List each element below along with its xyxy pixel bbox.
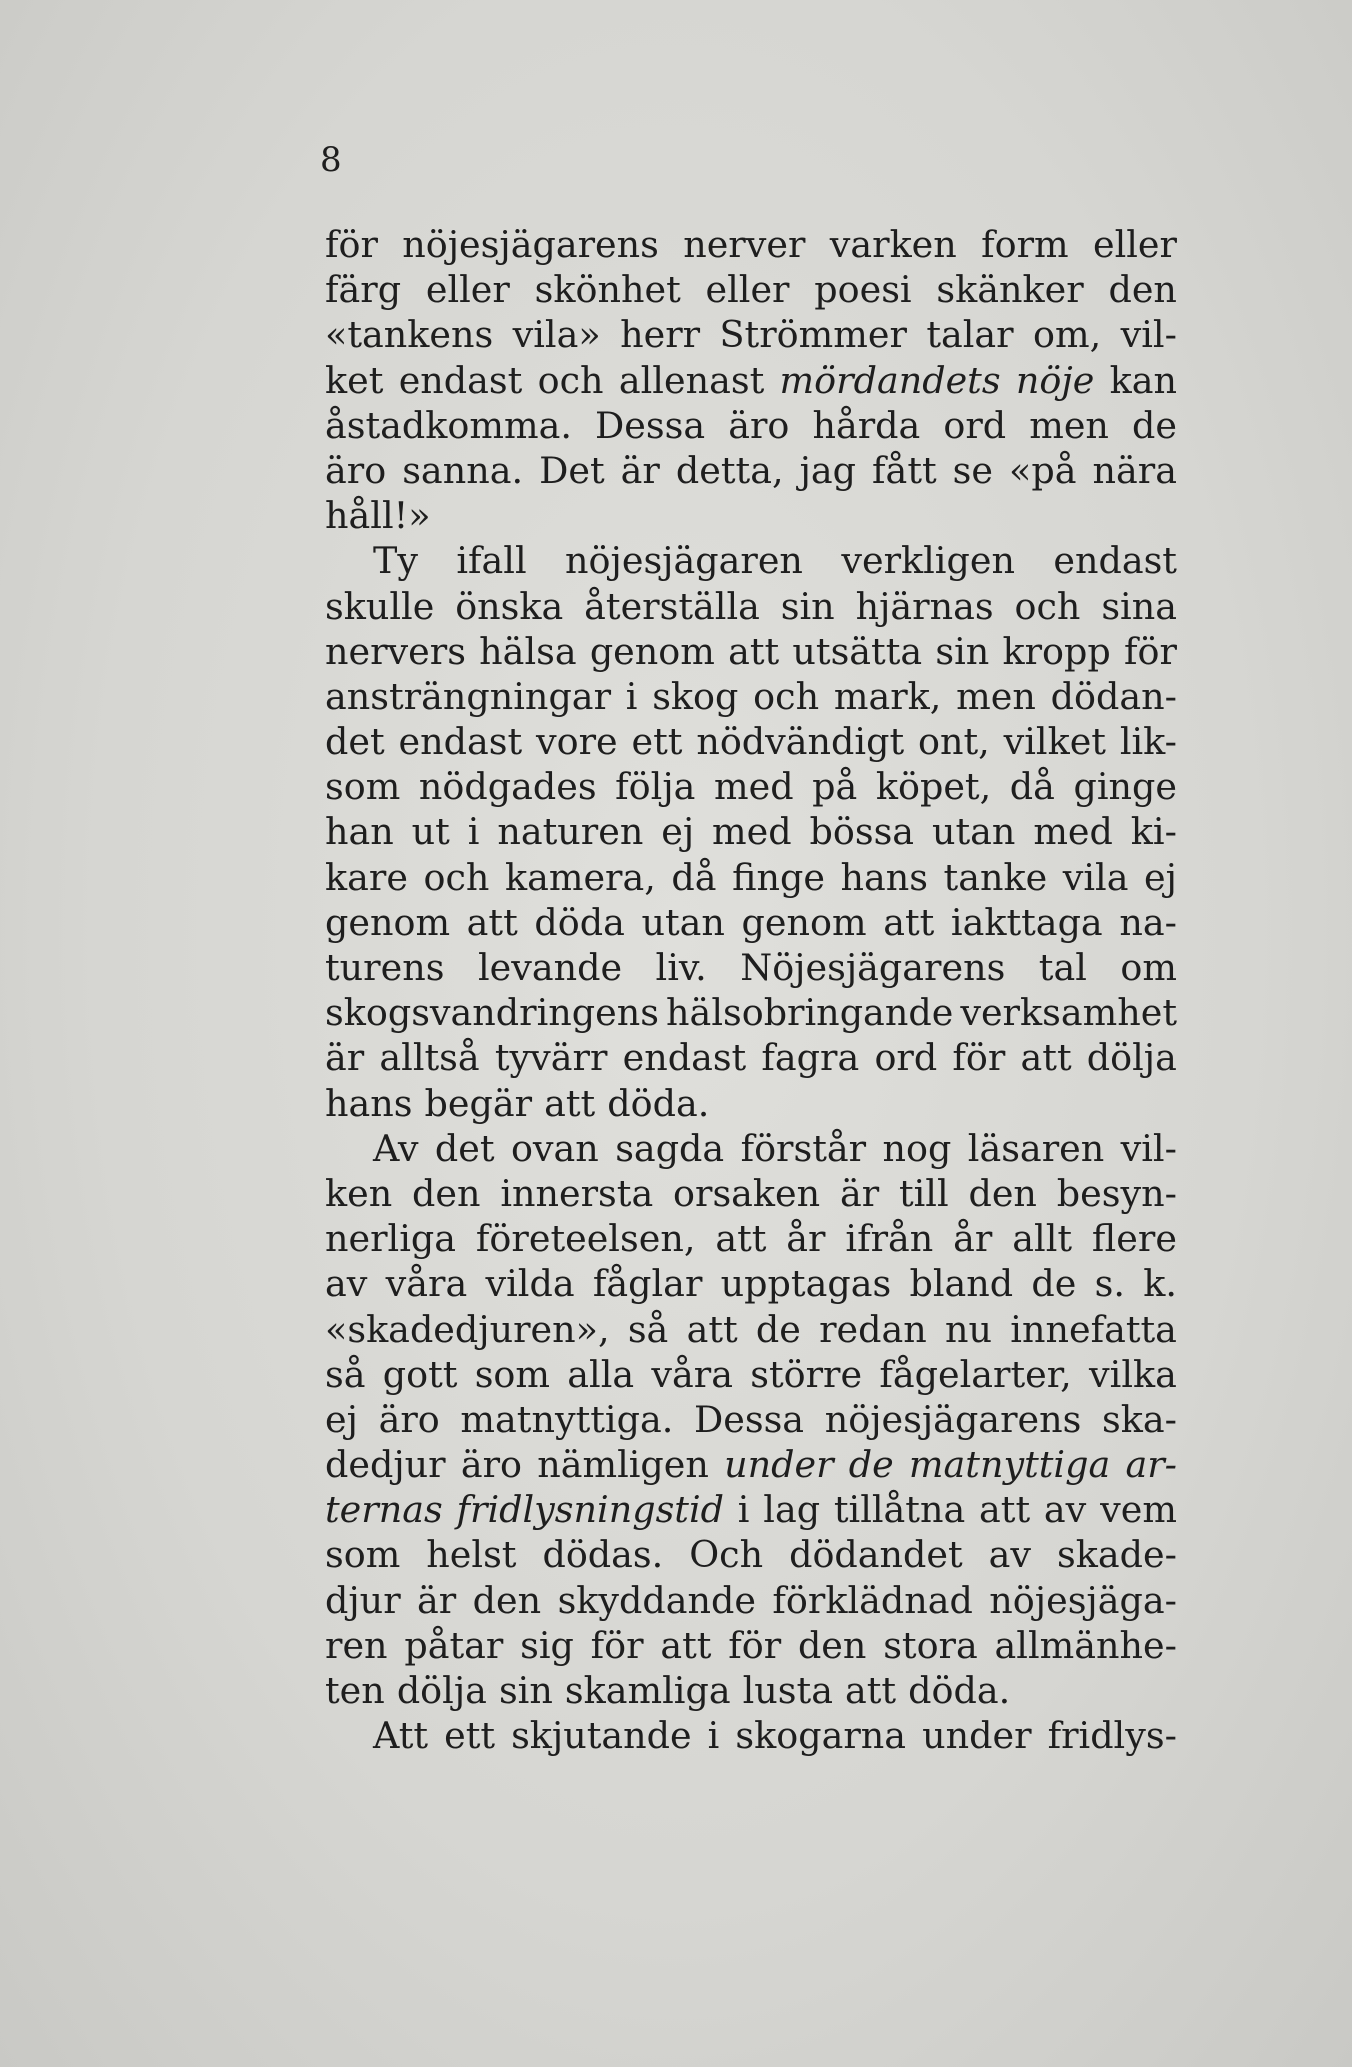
word: är bbox=[839, 1171, 880, 1215]
word: men bbox=[956, 674, 1036, 718]
word: allmänhe- bbox=[994, 1623, 1177, 1667]
text-line bbox=[325, 1352, 1177, 1397]
word: och bbox=[537, 358, 604, 402]
word: matnyttiga. bbox=[460, 1397, 674, 1441]
word: vila bbox=[1062, 855, 1129, 899]
word: som bbox=[325, 1533, 401, 1577]
word: lag bbox=[763, 1488, 821, 1532]
word: den bbox=[797, 1623, 867, 1667]
word: ont, bbox=[917, 720, 990, 764]
word: att bbox=[979, 1488, 1031, 1532]
text-line bbox=[325, 1307, 1177, 1352]
text-line bbox=[325, 1578, 1177, 1623]
word: skulle bbox=[325, 584, 435, 628]
word: i bbox=[737, 1488, 750, 1532]
word: nöjesjägarens bbox=[402, 223, 659, 266]
text-line bbox=[325, 900, 1177, 945]
text-line bbox=[325, 1623, 1177, 1668]
word: dedjur bbox=[325, 1443, 446, 1487]
word: nerver bbox=[683, 223, 806, 266]
word: hans bbox=[840, 855, 928, 899]
text-line bbox=[325, 1668, 1177, 1713]
word: Ty bbox=[373, 539, 418, 583]
word: na- bbox=[1119, 900, 1177, 944]
word: orsaken bbox=[673, 1171, 821, 1215]
word: förklädnad bbox=[772, 1578, 973, 1622]
word: till bbox=[898, 1171, 949, 1215]
word: «på bbox=[1009, 448, 1077, 492]
word: i bbox=[707, 1714, 720, 1758]
word: den bbox=[412, 1171, 481, 1215]
word: våra bbox=[385, 1262, 468, 1306]
word: innersta bbox=[500, 1171, 654, 1215]
word: med bbox=[1033, 810, 1113, 854]
word: och bbox=[1014, 584, 1081, 628]
word: vore bbox=[536, 720, 618, 764]
text-line bbox=[325, 1035, 1177, 1080]
word: som bbox=[474, 1352, 551, 1396]
word: med bbox=[713, 765, 794, 809]
text-line bbox=[325, 809, 1177, 854]
word: då bbox=[1009, 765, 1055, 809]
word: ska- bbox=[1102, 1397, 1177, 1441]
word: skade- bbox=[1057, 1533, 1177, 1577]
word: eller bbox=[1092, 223, 1177, 266]
word: skogsvandringens bbox=[325, 991, 660, 1035]
word: ut bbox=[411, 810, 450, 854]
word: s. bbox=[1094, 1262, 1125, 1306]
word: men bbox=[1029, 403, 1109, 447]
word: att bbox=[660, 1623, 712, 1667]
word: bössa bbox=[809, 810, 915, 854]
word: hans bbox=[325, 1081, 413, 1125]
word: herr bbox=[620, 313, 701, 357]
word: av bbox=[325, 1262, 368, 1306]
text-line bbox=[325, 1126, 1177, 1171]
text-line bbox=[325, 1397, 1177, 1442]
word: ett bbox=[444, 1714, 496, 1758]
word: fåglar bbox=[592, 1262, 703, 1306]
word: eller bbox=[705, 268, 790, 312]
word: bland bbox=[909, 1262, 1014, 1306]
word: skog bbox=[652, 674, 739, 718]
word: av bbox=[988, 1533, 1032, 1577]
word: genom bbox=[325, 900, 451, 944]
word: iakttaga bbox=[950, 900, 1103, 944]
text-line bbox=[325, 1487, 1177, 1532]
word: «skadedjuren», bbox=[325, 1307, 610, 1351]
page-number: 8 bbox=[320, 140, 342, 180]
word: förstår bbox=[740, 1126, 867, 1170]
word: ett bbox=[631, 720, 683, 764]
word: så bbox=[627, 1307, 669, 1351]
word: för bbox=[590, 1623, 644, 1667]
word: så bbox=[325, 1352, 366, 1396]
word: år bbox=[953, 1217, 993, 1261]
word: i bbox=[625, 674, 638, 718]
text-line bbox=[325, 1713, 1177, 1758]
word: sig bbox=[520, 1623, 574, 1667]
word: k. bbox=[1143, 1262, 1177, 1306]
word: nämligen bbox=[537, 1443, 709, 1487]
word: i bbox=[467, 810, 480, 854]
word: skamliga bbox=[564, 1669, 731, 1712]
word: poesi bbox=[814, 268, 912, 312]
word: kare bbox=[325, 855, 408, 899]
word: ord bbox=[943, 403, 1007, 447]
word: dödandet bbox=[789, 1533, 963, 1577]
word: innefatta bbox=[1010, 1307, 1177, 1351]
word: tal bbox=[1038, 946, 1087, 989]
word: påtar bbox=[404, 1623, 504, 1667]
word: levande bbox=[477, 946, 623, 989]
word: att bbox=[845, 1669, 897, 1712]
word: att bbox=[883, 900, 935, 944]
word: under bbox=[724, 1443, 834, 1487]
text-line bbox=[325, 674, 1177, 719]
word: vilda bbox=[485, 1262, 575, 1306]
word: ken bbox=[325, 1171, 393, 1215]
word: nöje bbox=[1015, 358, 1095, 402]
word: ord bbox=[874, 1036, 938, 1080]
word: gott bbox=[382, 1352, 458, 1396]
word: talar bbox=[926, 313, 1014, 357]
word: fågelarter, bbox=[879, 1352, 1072, 1396]
word: dödas. bbox=[542, 1533, 664, 1577]
word: endast bbox=[398, 358, 523, 402]
word: «tankens bbox=[325, 313, 494, 357]
word: på bbox=[812, 765, 858, 809]
word: ej bbox=[661, 810, 695, 854]
word: om bbox=[1120, 946, 1177, 989]
word: Det bbox=[539, 448, 605, 492]
word: läsaren bbox=[967, 1126, 1105, 1170]
word: den bbox=[472, 1578, 542, 1622]
word: sin bbox=[935, 629, 990, 673]
text-line bbox=[325, 267, 1177, 312]
word: matnyttiga bbox=[908, 1443, 1111, 1487]
word: ternas bbox=[325, 1488, 443, 1532]
word: liv. bbox=[655, 946, 707, 989]
word: skjutande bbox=[511, 1714, 692, 1758]
word: ar- bbox=[1125, 1443, 1177, 1487]
text-line bbox=[325, 1216, 1177, 1261]
word: den bbox=[968, 1171, 1037, 1215]
word: ej bbox=[325, 1397, 358, 1441]
word: som bbox=[325, 765, 401, 809]
word: detta, bbox=[675, 448, 784, 492]
word: han bbox=[325, 810, 394, 854]
word: fagra bbox=[761, 1036, 860, 1080]
word: kan bbox=[1109, 358, 1177, 402]
word: vem bbox=[1100, 1488, 1177, 1532]
word: de bbox=[755, 1307, 801, 1351]
word: att bbox=[466, 900, 518, 944]
word: vilket bbox=[1003, 720, 1106, 764]
word: är bbox=[417, 1578, 457, 1622]
word: ansträngningar bbox=[325, 674, 612, 718]
word: nöjesjägarens bbox=[824, 1397, 1082, 1441]
word: nödgades bbox=[418, 765, 597, 809]
word: upptagas bbox=[720, 1262, 892, 1306]
text-line bbox=[325, 629, 1177, 674]
word: dölja bbox=[396, 1669, 487, 1712]
word: tillåtna bbox=[833, 1488, 966, 1532]
text-line bbox=[325, 1081, 1177, 1126]
word: att bbox=[715, 1217, 767, 1261]
word: nöjesjäga- bbox=[989, 1578, 1177, 1622]
word: tyvärr bbox=[494, 1036, 608, 1080]
word: skönhet bbox=[534, 268, 681, 312]
word: sin bbox=[780, 584, 835, 628]
word: det bbox=[325, 720, 385, 764]
word: vil- bbox=[1120, 313, 1177, 357]
word: helst bbox=[426, 1533, 517, 1577]
word: djur bbox=[325, 1578, 401, 1622]
word: skyddande bbox=[557, 1578, 756, 1622]
word: Att bbox=[373, 1714, 429, 1758]
word: nu bbox=[945, 1307, 993, 1351]
word: hälsa bbox=[479, 629, 577, 673]
word: det bbox=[434, 1126, 495, 1170]
word: lik- bbox=[1119, 720, 1177, 764]
word: lusta bbox=[742, 1669, 833, 1712]
text-line bbox=[325, 990, 1177, 1035]
word: allt bbox=[1012, 1217, 1073, 1261]
word: vilka bbox=[1089, 1352, 1177, 1396]
word: sin bbox=[498, 1669, 553, 1712]
word: fridlys- bbox=[1047, 1714, 1177, 1758]
word: håll!» bbox=[325, 494, 431, 538]
word: döda. bbox=[607, 1081, 710, 1125]
word: ki- bbox=[1130, 810, 1177, 854]
word: döda bbox=[534, 900, 625, 944]
word: turens bbox=[325, 946, 445, 989]
word: nödvändigt bbox=[696, 720, 905, 764]
word: dödan- bbox=[1050, 674, 1177, 718]
text-line bbox=[325, 584, 1177, 629]
word: ifrån bbox=[845, 1217, 934, 1261]
word: att bbox=[544, 1081, 596, 1125]
word: nervers bbox=[325, 629, 466, 673]
word: genom bbox=[589, 629, 715, 673]
word: ifall bbox=[456, 539, 527, 583]
word: för bbox=[1123, 629, 1177, 673]
word: då bbox=[671, 855, 717, 899]
word: verksamhet bbox=[960, 991, 1177, 1035]
word: färg bbox=[325, 268, 402, 312]
word: fått bbox=[872, 448, 937, 492]
text-line bbox=[325, 1261, 1177, 1306]
word: av bbox=[1043, 1488, 1087, 1532]
word: Strömmer bbox=[719, 313, 907, 357]
word: för bbox=[728, 1623, 782, 1667]
word: äro bbox=[728, 403, 790, 447]
word: och bbox=[753, 674, 820, 718]
word: alltså bbox=[379, 1036, 480, 1080]
word: nerliga bbox=[325, 1217, 457, 1261]
word: mark, bbox=[833, 674, 942, 718]
word: företeelsen, bbox=[475, 1217, 696, 1261]
word: skänker bbox=[936, 268, 1084, 312]
text-line bbox=[325, 222, 1177, 267]
word: de bbox=[1132, 403, 1177, 447]
word: och bbox=[423, 855, 490, 899]
text-line bbox=[325, 448, 1177, 493]
word: ej bbox=[1144, 855, 1177, 899]
word: de bbox=[1031, 1262, 1077, 1306]
word: ren bbox=[325, 1623, 388, 1667]
body-text bbox=[325, 222, 1177, 1758]
word: sanna. bbox=[402, 448, 524, 492]
word: om, bbox=[1033, 313, 1102, 357]
word: med bbox=[712, 810, 792, 854]
word: vila» bbox=[512, 313, 601, 357]
word: jag bbox=[799, 448, 857, 492]
word: nöjesjägaren bbox=[565, 539, 803, 583]
text-line bbox=[325, 493, 1177, 538]
word: naturen bbox=[497, 810, 644, 854]
word: verkligen bbox=[841, 539, 1015, 583]
text-line bbox=[325, 1171, 1177, 1216]
text-line bbox=[325, 719, 1177, 764]
word: att bbox=[1020, 1036, 1072, 1080]
word: återställa bbox=[584, 584, 760, 628]
word: kropp bbox=[1002, 629, 1111, 673]
text-line bbox=[325, 312, 1177, 357]
word: Dessa bbox=[693, 1397, 805, 1441]
text-line bbox=[325, 855, 1177, 900]
word: kamera, bbox=[504, 855, 656, 899]
word: önska bbox=[455, 584, 564, 628]
word: köpet, bbox=[875, 765, 992, 809]
word: att bbox=[686, 1307, 738, 1351]
word: ginge bbox=[1073, 765, 1177, 809]
word: varken bbox=[829, 223, 957, 266]
word: de bbox=[848, 1443, 894, 1487]
word: vil- bbox=[1120, 1126, 1177, 1170]
word: äro bbox=[460, 1443, 522, 1487]
word: utan bbox=[931, 810, 1016, 854]
word: endast bbox=[398, 720, 523, 764]
word: fridlysningstid bbox=[456, 1488, 725, 1532]
word: åstadkomma. bbox=[325, 403, 572, 447]
word: Och bbox=[689, 1533, 764, 1577]
word: äro bbox=[378, 1397, 440, 1441]
word: redan bbox=[819, 1307, 927, 1351]
word: under bbox=[922, 1714, 1032, 1758]
word: att bbox=[728, 629, 780, 673]
word: för bbox=[325, 223, 378, 266]
word: ket bbox=[325, 358, 384, 402]
word: är bbox=[620, 448, 660, 492]
word: genom bbox=[741, 900, 867, 944]
word: alla bbox=[567, 1352, 635, 1396]
word: ovan bbox=[510, 1126, 599, 1170]
text-line bbox=[325, 764, 1177, 809]
word: allenast bbox=[618, 358, 765, 402]
word: våra bbox=[651, 1352, 733, 1396]
word: döda. bbox=[908, 1669, 1011, 1712]
text-line bbox=[325, 538, 1177, 583]
word: begär bbox=[424, 1081, 533, 1125]
word: se bbox=[952, 448, 994, 492]
word: är bbox=[325, 1036, 365, 1080]
word: endast bbox=[622, 1036, 747, 1080]
text-line bbox=[325, 1442, 1177, 1487]
word: följa bbox=[615, 765, 696, 809]
text-line bbox=[325, 1532, 1177, 1577]
word: ten bbox=[325, 1669, 385, 1712]
word: skogarna bbox=[735, 1714, 907, 1758]
word: hjärnas bbox=[855, 584, 994, 628]
word: nog bbox=[882, 1126, 952, 1170]
word: endast bbox=[1053, 539, 1177, 583]
word: flere bbox=[1091, 1217, 1177, 1261]
word: Dessa bbox=[595, 403, 706, 447]
word: sagda bbox=[615, 1126, 725, 1170]
word: hälsobringande bbox=[666, 991, 954, 1035]
word: större bbox=[750, 1352, 863, 1396]
word: nära bbox=[1092, 448, 1177, 492]
word: dölja bbox=[1086, 1036, 1177, 1080]
word: tanke bbox=[943, 855, 1048, 899]
word: hårda bbox=[812, 403, 921, 447]
word: besyn- bbox=[1056, 1171, 1177, 1215]
text-line bbox=[325, 945, 1177, 990]
word: Av bbox=[373, 1126, 419, 1170]
word: utan bbox=[641, 900, 725, 944]
word: äro bbox=[325, 448, 387, 492]
word: form bbox=[981, 223, 1069, 266]
text-line bbox=[325, 358, 1177, 403]
word: Nöjesjägarens bbox=[740, 946, 1006, 989]
word: stora bbox=[883, 1623, 978, 1667]
word: år bbox=[786, 1217, 826, 1261]
word: sina bbox=[1101, 584, 1177, 628]
word: eller bbox=[425, 268, 510, 312]
word: finge bbox=[732, 855, 825, 899]
word: för bbox=[952, 1036, 1006, 1080]
word: utsätta bbox=[792, 629, 923, 673]
word: den bbox=[1108, 268, 1177, 312]
text-line bbox=[325, 403, 1177, 448]
word: mördandets bbox=[779, 358, 1001, 402]
